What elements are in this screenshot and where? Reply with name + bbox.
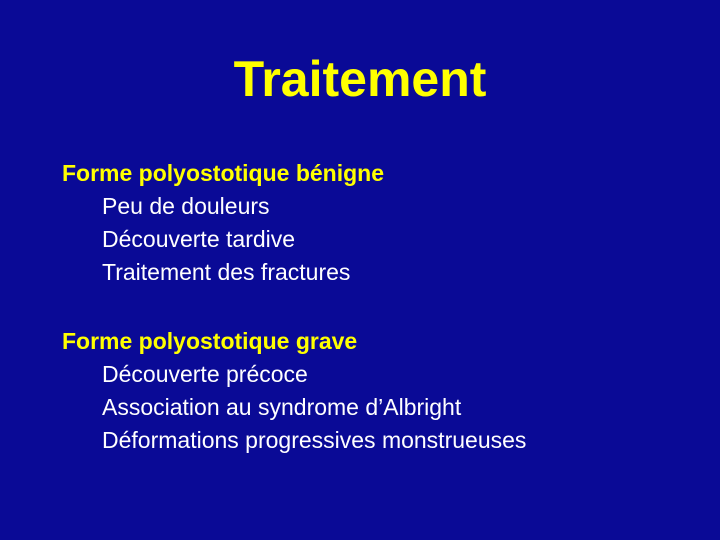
list-item: Découverte tardive — [102, 226, 296, 252]
slide-title: Traitement — [233, 51, 487, 107]
list-item: Découverte précoce — [102, 361, 308, 387]
section-benign — [62, 156, 702, 289]
list-item: Traitement des fractures — [102, 259, 351, 285]
section-heading: Forme polyostotique grave — [62, 328, 358, 354]
list-item: Association au syndrome d’Albright — [102, 394, 462, 420]
section-severe — [62, 324, 702, 457]
list-item: Peu de douleurs — [102, 193, 270, 219]
list-item: Déformations progressives monstrueuses — [102, 427, 527, 453]
section-heading: Forme polyostotique bénigne — [62, 160, 385, 186]
